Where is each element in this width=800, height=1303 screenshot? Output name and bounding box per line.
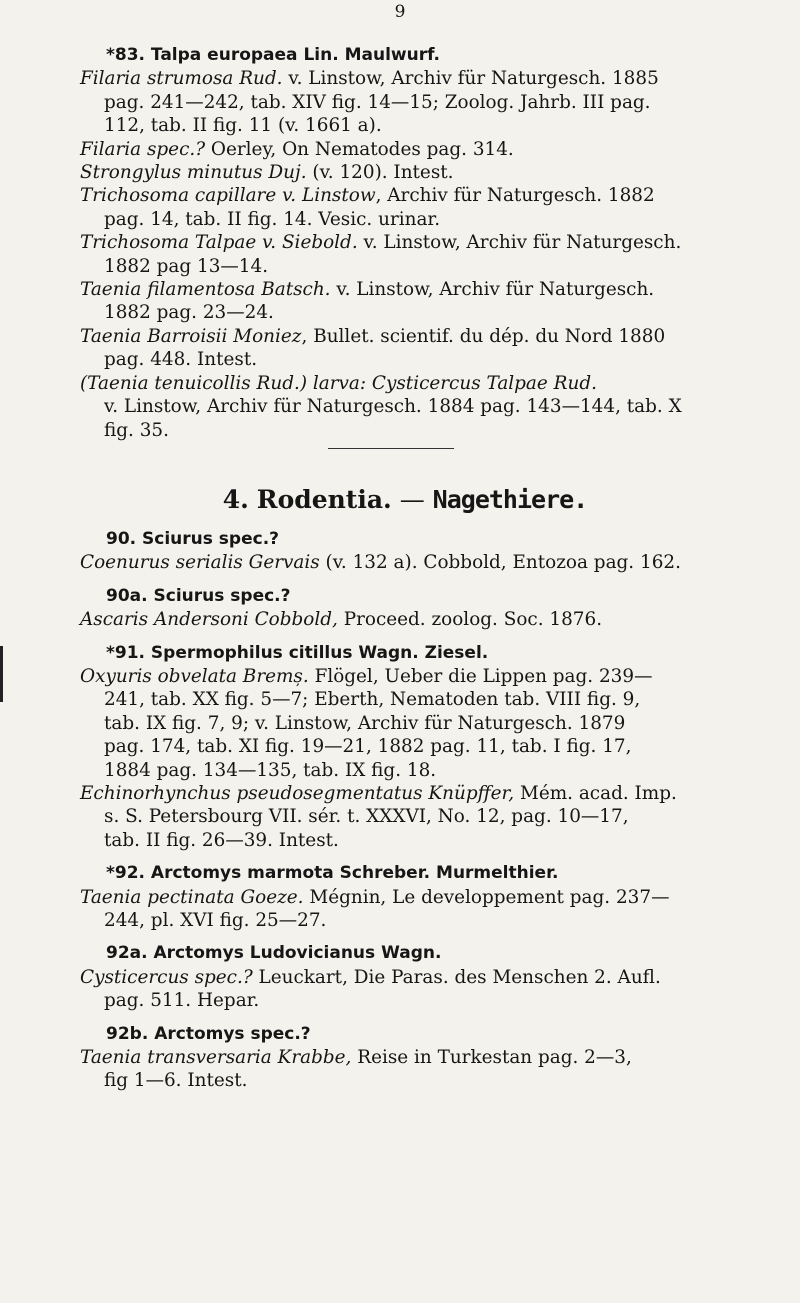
parasite-entry — [80, 966, 730, 989]
reference-continuation: 1884 pag. 134—135, tab. IX fig. 18. — [104, 759, 437, 781]
reference-text: (v. 120). Intest. — [306, 162, 454, 184]
parasite-name: Echinorhynchus pseudosegmentatus Knüpffer, — [80, 782, 515, 804]
host-species-heading: 90a. Sciurus spec.? — [106, 585, 291, 606]
separator-rule — [328, 448, 454, 449]
reference-text: Leuckart, Die Paras. des Menschen 2. Aufl. — [252, 966, 661, 988]
parasite-entry — [80, 67, 730, 90]
parasite-entry — [80, 278, 730, 301]
host-species-heading: 92b. Arctomys spec.? — [106, 1023, 311, 1044]
reference-continuation: 1882 pag. 23—24. — [104, 302, 274, 324]
parasite-name: Ascaris Andersoni Cobbold, — [80, 609, 338, 631]
reference-continuation: 112, tab. II fig. 11 (v. 1661 a). — [104, 115, 382, 137]
parasite-name: Oxyuris obvelata Bremș. — [80, 665, 309, 687]
parasite-entry — [80, 1046, 730, 1069]
reference-continuation: tab. II fig. 26—39. Intest. — [104, 829, 339, 851]
reference-text: Oerley, On Nematodes pag. 314. — [205, 138, 514, 160]
reference-text: , Bullet. scientif. du dép. du Nord 1880 — [301, 325, 666, 347]
reference-text: Flögel, Ueber die Lippen pag. 239— — [308, 665, 653, 687]
section-number: 4. — [222, 484, 249, 514]
reference-continuation: fig 1—6. Intest. — [104, 1070, 248, 1092]
reference-continuation: pag. 14, tab. II fig. 14. Vesic. urinar. — [104, 208, 441, 230]
parasite-name: Taenia pectinata Goeze. — [80, 886, 304, 908]
reference-continuation: 241, tab. XX fig. 5—7; Eberth, Nematoden tab. VIII fig. 9, — [104, 689, 641, 711]
parasite-entry — [80, 161, 730, 184]
reference-continuation: 244, pl. XVI fig. 25—27. — [104, 910, 327, 931]
parasite-entry — [80, 138, 730, 161]
entry-gap — [80, 632, 730, 642]
parasite-entry — [80, 665, 730, 688]
parasite-entry — [80, 886, 730, 909]
host-species-heading: *91. Spermophilus citillus Wagn. Ziesel. — [106, 642, 489, 663]
page-number: 9 — [394, 2, 406, 22]
page-content — [80, 44, 730, 1093]
parasite-entry — [80, 325, 730, 348]
reference-continuation: v. Linstow, Archiv für Naturgesch. 1884 pag. 143—144, tab. X — [104, 396, 682, 418]
parasite-entry — [80, 372, 730, 395]
reference-continuation: pag. 448. Intest. — [104, 349, 258, 371]
reference-text: Proceed. zoolog. Soc. 1876. — [337, 609, 603, 631]
reference-text: Reise in Turkestan pag. 2—3, — [351, 1047, 632, 1069]
entry-gap — [80, 575, 730, 585]
reference-continuation: pag. 511. Hepar. — [104, 990, 260, 1012]
rodentia-entries — [80, 528, 730, 1093]
section-german-title: Nagethiere. — [432, 484, 588, 514]
host-species-heading: 92a. Arctomys Ludovicianus Wagn. — [106, 943, 442, 964]
reference-continuation: s. S. Petersbourg VII. sér. t. XXXVI, No. 12, pag. 10—17, — [104, 806, 629, 828]
margin-mark — [0, 646, 3, 702]
parasite-entry — [80, 551, 730, 574]
parasite-name: Strongylus minutus Duj. — [80, 162, 307, 184]
section-heading — [80, 485, 730, 514]
reference-text: v. Linstow, Archiv für Naturgesch. — [330, 279, 655, 301]
parasite-name: Cysticercus spec.? — [80, 966, 253, 988]
parasite-name: Taenia Barroisii Moniez — [80, 325, 302, 347]
parasite-entry — [80, 782, 730, 805]
parasite-name: (Taenia tenuicollis Rud.) larva: Cysticercus Talpae Rud. — [80, 372, 597, 394]
entry-gap — [80, 1013, 730, 1023]
reference-text: v. Linstow, Archiv für Naturgesch. 1885 — [282, 68, 659, 90]
parasite-name: Trichosoma Talpae v. Siebold. — [80, 232, 358, 254]
parasite-name: Filaria strumosa Rud. — [80, 68, 283, 90]
reference-continuation: fig. 35. — [104, 419, 169, 441]
section-dash: — — [399, 484, 425, 514]
parasite-name: Coenurus serialis Gervais — [80, 552, 320, 574]
reference-text: Mégnin, Le developpement pag. 237— — [303, 886, 670, 908]
section-latin-title: Rodentia. — [256, 484, 392, 514]
host-species-heading: 90. Sciurus spec.? — [106, 528, 280, 549]
parasite-entry — [80, 608, 730, 631]
entry-gap — [80, 932, 730, 942]
talpa-entries — [80, 44, 730, 442]
host-species-heading: *83. Talpa europaea Lin. Maulwurf. — [106, 45, 441, 65]
parasite-name: Taenia transversaria Krabbe, — [80, 1047, 352, 1069]
reference-continuation: 1882 pag 13—14. — [104, 255, 269, 277]
host-species-heading: *92. Arctomys marmota Schreber. Murmelthier. — [106, 863, 559, 884]
parasite-name: Trichosoma capillare v. Linstow — [80, 185, 376, 207]
reference-text: Mém. acad. Imp. — [514, 782, 677, 804]
reference-text: (v. 132 a). Cobbold, Entozoa pag. 162. — [319, 552, 681, 574]
reference-continuation: pag. 174, tab. XI fig. 19—21, 1882 pag. 11, tab. I fig. 17, — [104, 736, 632, 758]
parasite-entry — [80, 231, 730, 254]
reference-continuation: pag. 241—242, tab. XIV fig. 14—15; Zoolog. Jahrb. III pag. — [104, 91, 651, 113]
parasite-entry — [80, 184, 730, 207]
entry-gap — [80, 852, 730, 862]
reference-continuation: tab. IX fig. 7, 9; v. Linstow, Archiv für Naturgesch. 1879 — [104, 712, 626, 734]
parasite-name: Filaria spec.? — [80, 138, 206, 160]
parasite-name: Taenia filamentosa Batsch. — [80, 279, 331, 301]
reference-text: , Archiv für Naturgesch. 1882 — [375, 185, 655, 207]
reference-text: v. Linstow, Archiv für Naturgesch. — [357, 232, 682, 254]
